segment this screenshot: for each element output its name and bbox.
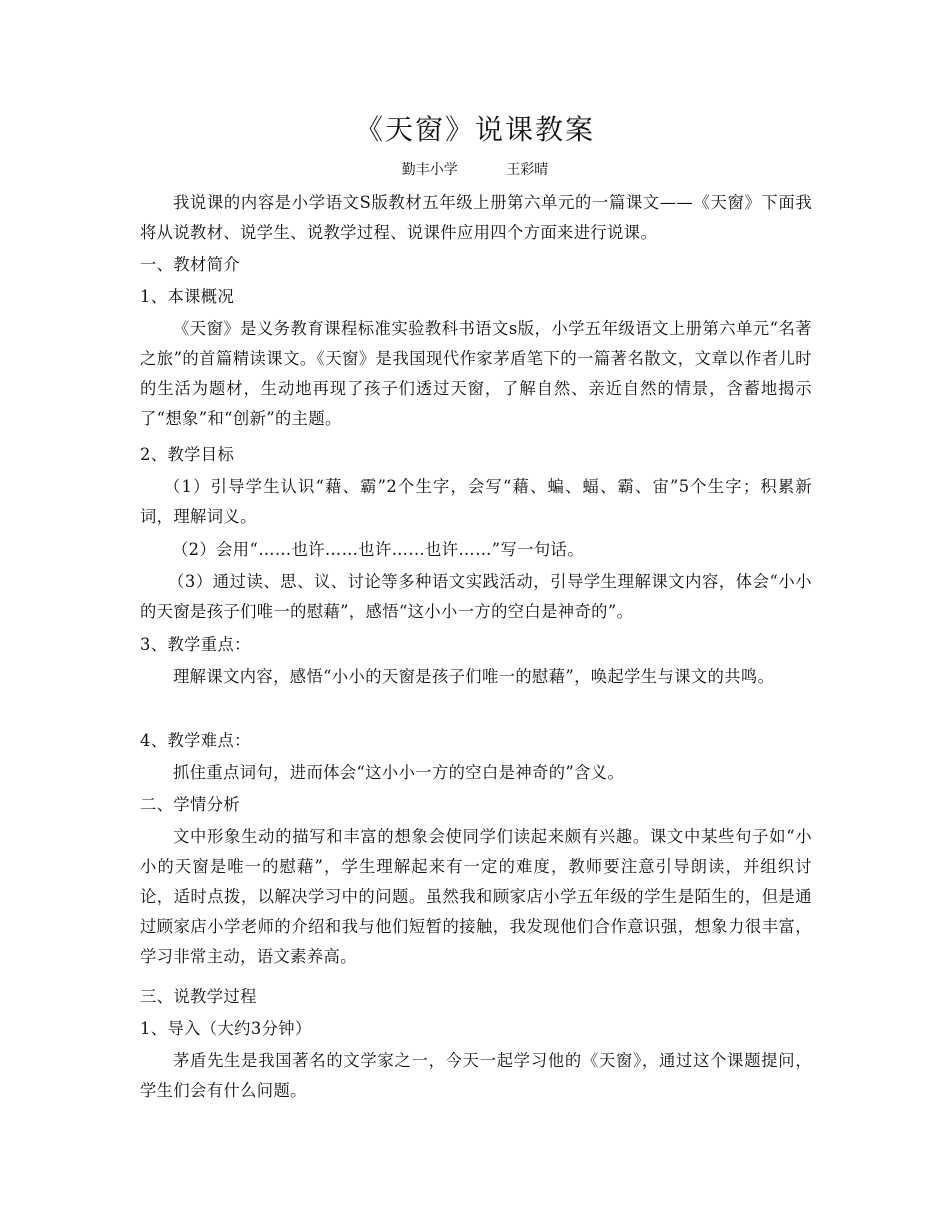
body-paragraph: 茅盾先生是我国著名的文学家之一，今天一起学习他的《天窗》，通过这个课题提问，学生们会有什么问题。 (140, 1051, 812, 1100)
body-paragraph: 抓住重点词句，进而体会“这小小一方的空白是神奇的”含义。 (173, 763, 625, 782)
section-heading-1: 一、教材简介 (140, 255, 241, 274)
intro-paragraph: 我说课的内容是小学语文S版教材五年级上册第六单元的一篇课文——《天窗》下面我将从说教材、说学生、说教学过程、说课件应用四个方面来进行说课。 (140, 193, 812, 242)
body-paragraph: 文中形象生动的描写和丰富的想象会使同学们读起来颇有兴趣。课文中某些句子如“小小的天窗是唯一的慰藉”，学生理解起来有一定的难度，教师要注意引导朗读，并组织讨论，适时点拨，以解决学习中的问题。虽然我和顾家店小学五年级的学生是陌生的，但是通过顾家店小学老师的介绍和我与他们短暂的接触，我发现他们合作意识强，想象力很丰富，学习非常主动，语文素养高。 (140, 827, 812, 966)
subsection-heading: 2、教学目标 (140, 445, 235, 464)
byline (0, 159, 950, 181)
subsection-heading: 4、教学难点： (140, 731, 251, 750)
section-heading-3: 三、说教学过程 (140, 987, 257, 1006)
list-item: （3）通过读、思、议、讨论等多种语文实践活动，引导学生理解课文内容，体会“小小的天窗是孩子们唯一的慰藉”，感悟“这小小一方的空白是神奇的”。 (140, 572, 812, 621)
author-name: 王彩晴 (506, 162, 549, 178)
body-paragraph: 《天窗》是义务教育课程标准实验教科书语文s版，小学五年级语文上册第六单元“名著之旅”的首篇精读课文。《天窗》是我国现代作家茅盾笔下的一篇著名散文，文章以作者儿时的生活为题材，生动地再现了孩子们透过天窗，了解自然、亲近自然的情景，含蓄地揭示了“想象”和“创新”的主题。 (140, 319, 812, 428)
school-name: 勤丰小学 (401, 162, 458, 178)
subsection-heading: 3、教学重点： (140, 635, 251, 654)
document-title: 《天窗》说课教案 (354, 113, 595, 146)
subsection-heading: 1、导入（大约3分钟） (140, 1019, 312, 1038)
subsection-heading: 1、本课概况 (140, 287, 235, 306)
list-item: （2）会用“……也许……也许……也许……”写一句话。 (172, 540, 584, 559)
body-paragraph: 理解课文内容，感悟“小小的天窗是孩子们唯一的慰藉”，唤起学生与课文的共鸣。 (173, 667, 775, 686)
section-heading-2: 二、学情分析 (140, 795, 241, 814)
list-item: （1）引导学生认识“藉、霸”2个生字，会写“藉、蝙、蝠、霸、宙”5个生字；积累新词，理解词义。 (140, 477, 812, 526)
